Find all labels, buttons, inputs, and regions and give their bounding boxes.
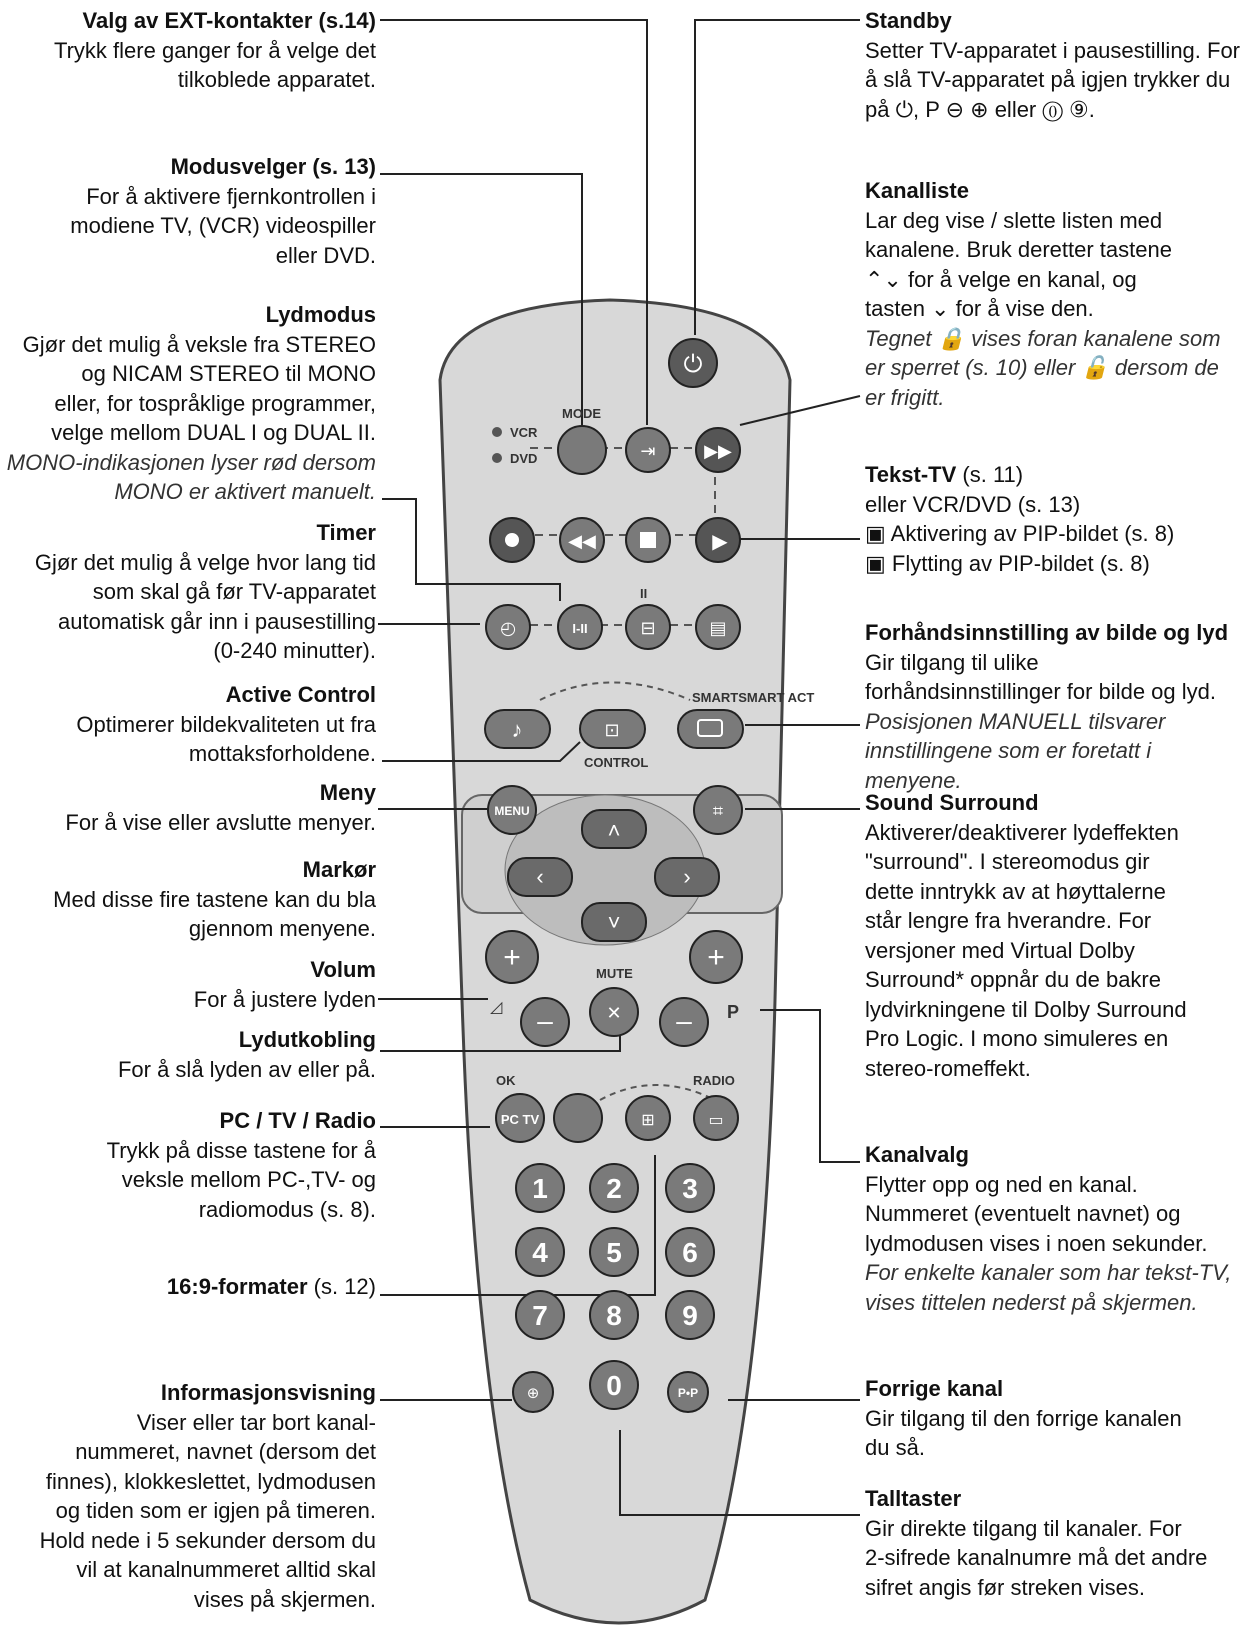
annotation-lydut bbox=[6, 1025, 376, 1084]
annotation-title: Talltaster bbox=[865, 1486, 962, 1511]
record-icon bbox=[505, 533, 519, 547]
annotation-title: Sound Surround bbox=[865, 790, 1039, 815]
annotation-standby bbox=[865, 6, 1245, 124]
smart-picture-button[interactable] bbox=[678, 710, 743, 748]
annotation-line: vises på skjermen. bbox=[193, 1586, 376, 1612]
annotation-line: Gjør det mulig å velge hvor lang tid bbox=[34, 549, 376, 575]
annotation-surround bbox=[865, 788, 1245, 1083]
annotation-modus bbox=[6, 152, 376, 270]
annotation-line: mottaksforholdene. bbox=[188, 741, 376, 766]
annotation-line: For å aktivere fjernkontrollen i bbox=[86, 183, 376, 209]
annotation-meny bbox=[6, 778, 376, 837]
annotation-line: og NICAM STEREO til MONO bbox=[81, 361, 376, 386]
annotation-line: veksle mellom PC-,TV- og bbox=[121, 1167, 376, 1192]
annotation-format bbox=[6, 1272, 376, 1302]
annotation-line: Pro Logic. I mono simuleres en bbox=[865, 1026, 1169, 1051]
annotation-line: (0-240 minutter). bbox=[213, 638, 376, 663]
annotation-title: Kanalliste bbox=[865, 178, 969, 203]
led-vcr-label: VCR bbox=[510, 425, 538, 440]
annotation-line: Trykk på disse tastene for å bbox=[106, 1137, 376, 1163]
annotation-line: Aktiverer/deaktiverer lydeffekten bbox=[865, 819, 1179, 845]
annotation-line: For å justere lyden bbox=[193, 986, 376, 1012]
mute-icon: ✕ bbox=[606, 1003, 622, 1023]
annotation-line: sifret angis før streken vises. bbox=[865, 1574, 1145, 1600]
rewind-icon: ◀◀ bbox=[568, 531, 596, 551]
annotation-line: tilkoblede apparatet. bbox=[177, 67, 376, 92]
chevron-down-icon: ˅ bbox=[607, 910, 621, 935]
annotation-line: eller, for tospråklige programmer, bbox=[54, 390, 376, 416]
annotation-line: Optimerer bildekvaliteten ut fra bbox=[76, 711, 376, 737]
annotation-ref: (s. 12) bbox=[307, 1274, 376, 1299]
annotation-line: dette inntrykk av at høyttalerne bbox=[865, 878, 1166, 904]
timer-icon: ◴ bbox=[500, 618, 516, 638]
digit-label: 1 bbox=[532, 1173, 548, 1204]
annotation-forh bbox=[865, 618, 1245, 795]
annotation-title: Volum bbox=[310, 957, 376, 982]
annotation-ext bbox=[6, 6, 376, 95]
annotation-note: vises tittelen nederst på skjermen. bbox=[865, 1289, 1198, 1315]
plus-icon: + bbox=[707, 941, 725, 974]
annotation-title: Forrige kanal bbox=[865, 1376, 1004, 1401]
format-icon: ⊞ bbox=[641, 1112, 655, 1129]
surround-icon: ⌗ bbox=[712, 801, 724, 821]
digit-label: 7 bbox=[532, 1300, 548, 1331]
annotation-title: Lydutkobling bbox=[238, 1027, 376, 1052]
annotation-line: ⌃⌄ for å velge en kanal, og bbox=[865, 266, 1137, 292]
mode-button[interactable] bbox=[558, 426, 606, 474]
radio-label: RADIO bbox=[693, 1073, 735, 1088]
annotation-note: Tegnet 🔒 vises foran kanalene som bbox=[865, 325, 1221, 351]
p-label: P bbox=[727, 1002, 740, 1022]
annotation-lydmodus bbox=[6, 300, 376, 507]
annotation-line: Nummeret (eventuelt navnet) og bbox=[865, 1201, 1181, 1226]
annotation-line: forhåndsinnstillinger for bilde og lyd. bbox=[865, 679, 1216, 704]
annotation-ref: (s. 11) bbox=[956, 462, 1024, 487]
teletext-icon: ▤ bbox=[709, 618, 727, 638]
annotation-tekst bbox=[865, 460, 1245, 578]
annotation-line: stereo-romeffekt. bbox=[865, 1055, 1031, 1081]
annotation-title: Tekst-TV bbox=[865, 462, 957, 487]
annotation-note: For enkelte kanaler som har tekst-TV, bbox=[865, 1260, 1232, 1285]
annotation-line: Viser eller tar bort kanal- bbox=[136, 1409, 376, 1435]
annotation-title: Forhåndsinnstilling av bilde og lyd bbox=[865, 620, 1229, 645]
digit-label: 0 bbox=[606, 1370, 622, 1401]
led-dvd-label: DVD bbox=[510, 451, 538, 466]
annotation-title: Kanalvalg bbox=[865, 1142, 969, 1167]
digit-label: 4 bbox=[532, 1237, 548, 1268]
annotation-line: radiomodus (s. 8). bbox=[198, 1196, 376, 1222]
smart-label: SMARTSMART ACT bbox=[692, 690, 815, 705]
annotation-line: kanalene. Bruk deretter tastene bbox=[865, 237, 1172, 262]
active-control-icon: ⊡ bbox=[604, 720, 620, 740]
annotation-info bbox=[6, 1378, 376, 1614]
annotation-line: For å vise eller avslutte menyer. bbox=[65, 809, 376, 835]
annotation-line: For å slå lyden av eller på. bbox=[117, 1056, 376, 1082]
annotation-line: tasten ⌄ for å vise den. bbox=[865, 296, 1094, 321]
annotation-line: gjennom menyene. bbox=[188, 916, 376, 941]
annotation-line: å slå TV-apparatet på igjen trykker du bbox=[865, 67, 1231, 92]
annotation-line: velge mellom DUAL I og DUAL II. bbox=[51, 420, 376, 445]
radio-icon: ▭ bbox=[708, 1112, 724, 1129]
annotation-title: Markør bbox=[302, 857, 376, 882]
annotation-pctv bbox=[6, 1106, 376, 1224]
annotation-line: Gjør det mulig å veksle fra STEREO bbox=[22, 331, 376, 357]
annotation-line: versjoner med Virtual Dolby bbox=[865, 937, 1135, 963]
dual-label: I-II bbox=[572, 621, 588, 636]
chevron-right-icon: › bbox=[683, 864, 691, 889]
annotation-line: ▣ Flytting av PIP-bildet (s. 8) bbox=[865, 550, 1150, 576]
annotation-line: Gir tilgang til ulike bbox=[865, 649, 1039, 675]
annotation-line: vil at kanalnummeret alltid skal bbox=[76, 1557, 376, 1582]
annotation-line: Setter TV-apparatet i pausestilling. For bbox=[865, 37, 1241, 63]
annotation-line: eller DVD. bbox=[275, 242, 376, 268]
annotation-timer bbox=[6, 518, 376, 666]
annotation-line: nummeret, navnet (dersom det bbox=[75, 1439, 376, 1464]
annotation-line: automatisk går inn i pausestilling bbox=[58, 608, 376, 634]
annotation-line: og tiden som er igjen på timeren. bbox=[55, 1498, 376, 1523]
annotation-line: Surround* oppnår du de bakre bbox=[865, 967, 1161, 992]
annotation-line: modiene TV, (VCR) videospiller bbox=[70, 213, 376, 238]
annotation-title: PC / TV / Radio bbox=[219, 1108, 376, 1133]
annotation-line: eller VCR/DVD (s. 13) bbox=[865, 491, 1081, 517]
annotation-kanalliste bbox=[865, 176, 1245, 412]
annotation-title: Valg av EXT-kontakter (s.14) bbox=[82, 8, 376, 33]
digit-label: 8 bbox=[606, 1300, 622, 1331]
music-note-icon: ♪ bbox=[511, 717, 523, 742]
pause-label: II bbox=[640, 586, 648, 601]
annotation-title: Standby bbox=[865, 8, 952, 33]
annotation-volum bbox=[6, 955, 376, 1014]
annotation-title: 16:9-formater bbox=[166, 1274, 308, 1299]
annotation-line: Lar deg vise / slette listen med bbox=[865, 207, 1163, 233]
minus-icon: – bbox=[537, 1005, 553, 1036]
menu-label: MENU bbox=[494, 804, 530, 818]
annotation-line: som skal gå før TV-apparatet bbox=[92, 579, 376, 604]
digit-label: 5 bbox=[606, 1237, 622, 1268]
annotation-title: Informasjonsvisning bbox=[160, 1380, 376, 1405]
annotation-note: er frigitt. bbox=[865, 384, 945, 410]
annotation-line: Flytter opp og ned en kanal. bbox=[865, 1171, 1138, 1197]
annotation-active bbox=[6, 680, 376, 769]
annotation-line: Med disse fire tastene kan du bla bbox=[53, 886, 376, 912]
annotation-title: Meny bbox=[319, 780, 376, 805]
annotation-line: "surround". I stereomodus gir bbox=[865, 849, 1150, 874]
mode-label: MODE bbox=[562, 406, 601, 421]
ok-label: OK bbox=[496, 1073, 516, 1088]
annotation-line: står lengre fra hverandre. For bbox=[865, 908, 1152, 933]
fast-forward-icon: ▶▶ bbox=[704, 441, 732, 461]
annotation-line: du så. bbox=[865, 1435, 925, 1460]
control-label: CONTROL bbox=[584, 755, 649, 770]
annotation-forrige bbox=[865, 1374, 1245, 1463]
annotation-note: Posisjonen MANUELL tilsvarer bbox=[865, 708, 1166, 734]
pc-tv-label: PC TV bbox=[500, 1112, 540, 1127]
annotation-markor bbox=[6, 855, 376, 944]
info-icon: ⊕ bbox=[526, 1385, 540, 1402]
annotation-tall bbox=[865, 1484, 1245, 1602]
annotation-line: Trykk flere ganger for å velge det bbox=[53, 37, 376, 63]
annotation-line: lydvirkningene til Dolby Surround bbox=[865, 996, 1187, 1022]
plus-icon: + bbox=[503, 941, 521, 974]
annotation-title: Timer bbox=[316, 520, 376, 545]
annotation-note: MONO er aktivert manuelt. bbox=[114, 479, 376, 504]
annotation-title: Modusvelger (s. 13) bbox=[170, 154, 376, 179]
digit-label: 9 bbox=[682, 1300, 698, 1331]
chevron-up-icon: ˄ bbox=[607, 818, 621, 843]
digit-label: 2 bbox=[606, 1173, 622, 1204]
annotation-line: 2-sifrede kanalnumre må det andre bbox=[865, 1545, 1208, 1570]
annotation-line: på ⏻, P ⊖ ⊕ eller ⓪ ⑨. bbox=[865, 96, 1095, 122]
stop-icon bbox=[640, 532, 656, 548]
annotation-title: Active Control bbox=[225, 682, 376, 707]
annotation-line: lydmodusen vises i noen sekunder. bbox=[865, 1230, 1208, 1256]
ok-button[interactable] bbox=[554, 1094, 602, 1142]
annotation-line: Hold nede i 5 sekunder dersom du bbox=[39, 1527, 376, 1553]
digit-label: 6 bbox=[682, 1237, 698, 1268]
annotation-line: Gir tilgang til den forrige kanalen bbox=[865, 1405, 1182, 1431]
power-icon: ⏻ bbox=[683, 351, 703, 378]
mute-label: MUTE bbox=[596, 966, 633, 981]
minus-icon: – bbox=[676, 1005, 692, 1036]
pip-icon: ⊟ bbox=[640, 618, 656, 638]
play-icon: ▶ bbox=[712, 531, 728, 553]
chevron-left-icon: ‹ bbox=[536, 864, 544, 889]
annotation-line: finnes), klokkeslettet, lydmodusen bbox=[45, 1468, 376, 1494]
pp-label: P•P bbox=[677, 1386, 699, 1400]
ext-icon: ⇥ bbox=[640, 441, 656, 461]
annotation-note: MONO-indikasjonen lyser rød dersom bbox=[6, 449, 376, 475]
digit-label: 3 bbox=[682, 1173, 698, 1204]
volume-wedge-icon: ◿ bbox=[490, 999, 503, 1016]
annotation-line: Gir direkte tilgang til kanaler. For bbox=[865, 1515, 1182, 1541]
annotation-note: er sperret (s. 10) eller 🔓 dersom de bbox=[865, 355, 1219, 380]
annotation-title: Lydmodus bbox=[265, 302, 376, 327]
annotation-kanalvalg bbox=[865, 1140, 1245, 1317]
annotation-note: innstillingene som er foretatt i menyene. bbox=[865, 738, 1152, 793]
annotation-line: ▣ Aktivering av PIP-bildet (s. 8) bbox=[865, 521, 1175, 546]
